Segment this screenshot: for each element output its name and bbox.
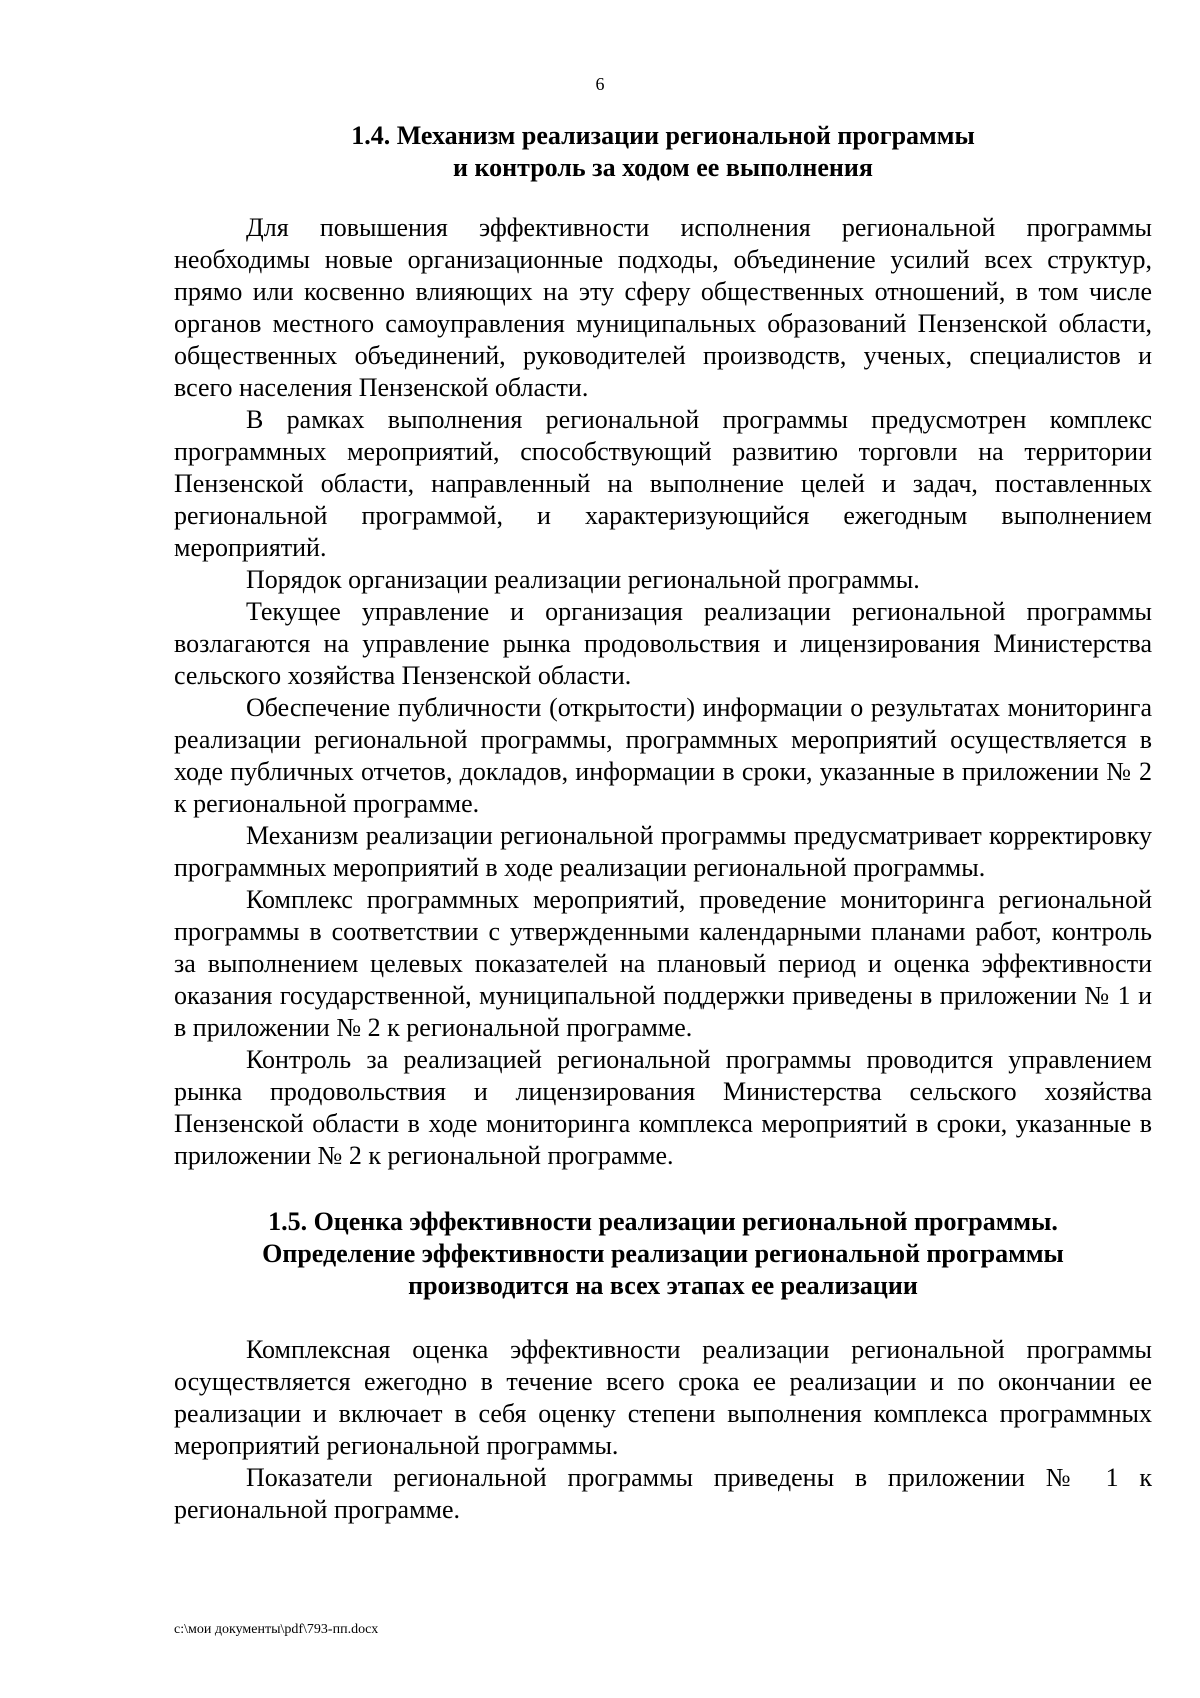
section-heading bbox=[174, 1206, 1152, 1302]
paragraph: Показатели региональной программы приведены в приложении № 1 к региональной программе. bbox=[174, 1463, 1152, 1524]
heading-line: Определение эффективности реализации региональной программы bbox=[262, 1239, 1064, 1268]
paragraph: Комплексная оценка эффективности реализации региональной программы осуществляется ежегодно в течение всего срока ее реализации и по окончании ее реализации и включает в себя оценку степени выполнения комплекса программных мероприятий региональной программы. bbox=[174, 1335, 1152, 1460]
paragraph: Текущее управление и организация реализации региональной программы возлагаются на управление рынка продовольствия и лицензирования Министерства сельского хозяйства Пензенской области. bbox=[174, 597, 1152, 690]
paragraph: Комплекс программных мероприятий, проведение мониторинга региональной программы в соответствии с утвержденными календарными планами работ, контроль за выполнением целевых показателей на плановый период и оценка эффективности оказания государственной, муниципальной поддержки приведены в приложении № 1 и в приложении № 2 к региональной программе. bbox=[174, 885, 1152, 1042]
heading-line: 1.5. Оценка эффективности реализации региональной программы. bbox=[268, 1207, 1058, 1236]
paragraph: Обеспечение публичности (открытости) информации о результатах мониторинга реализации региональной программы, программных мероприятий осуществляется в ходе публичных отчетов, докладов, информации в сроки, указанные в приложении № 2 к региональной программе. bbox=[174, 693, 1152, 818]
heading-line: производится на всех этапах ее реализации bbox=[408, 1271, 918, 1300]
paragraph: Механизм реализации региональной программы предусматривает корректировку программных мероприятий в ходе реализации региональной программы. bbox=[174, 821, 1152, 882]
section-1-4 bbox=[174, 120, 1152, 1172]
footer-file-path: c:\мои документы\pdf\793-пп.docx bbox=[174, 1622, 379, 1637]
heading-line: и контроль за ходом ее выполнения bbox=[453, 153, 873, 182]
paragraph: В рамках выполнения региональной программы предусмотрен комплекс программных мероприятий, способствующий развитию торговли на территории Пензенской области, направленный на выполнение целей и задач, поставленных региональной программой, и характеризующийся ежегодным выполнением мероприятий. bbox=[174, 405, 1152, 562]
paragraph: Порядок организации реализации региональной программы. bbox=[246, 565, 920, 594]
section-heading bbox=[174, 120, 1152, 184]
section-1-5 bbox=[174, 1206, 1152, 1526]
page-number: 6 bbox=[595, 74, 605, 94]
paragraph: Для повышения эффективности исполнения региональной программы необходимы новые организационные подходы, объединение усилий всех структур, прямо или косвенно влияющих на эту сферу общественных отношений, в том числе органов местного самоуправления муниципальных образований Пензенской области, общественных объединений, руководителей производств, ученых, специалистов и всего населения Пензенской области. bbox=[174, 213, 1152, 402]
document-body bbox=[174, 120, 1152, 1526]
heading-line: 1.4. Механизм реализации региональной программы bbox=[351, 121, 975, 150]
paragraph: Контроль за реализацией региональной программы проводится управлением рынка продовольствия и лицензирования Министерства сельского хозяйства Пензенской области в ходе мониторинга комплекса мероприятий в сроки, указанные в приложении № 2 к региональной программе. bbox=[174, 1045, 1152, 1170]
